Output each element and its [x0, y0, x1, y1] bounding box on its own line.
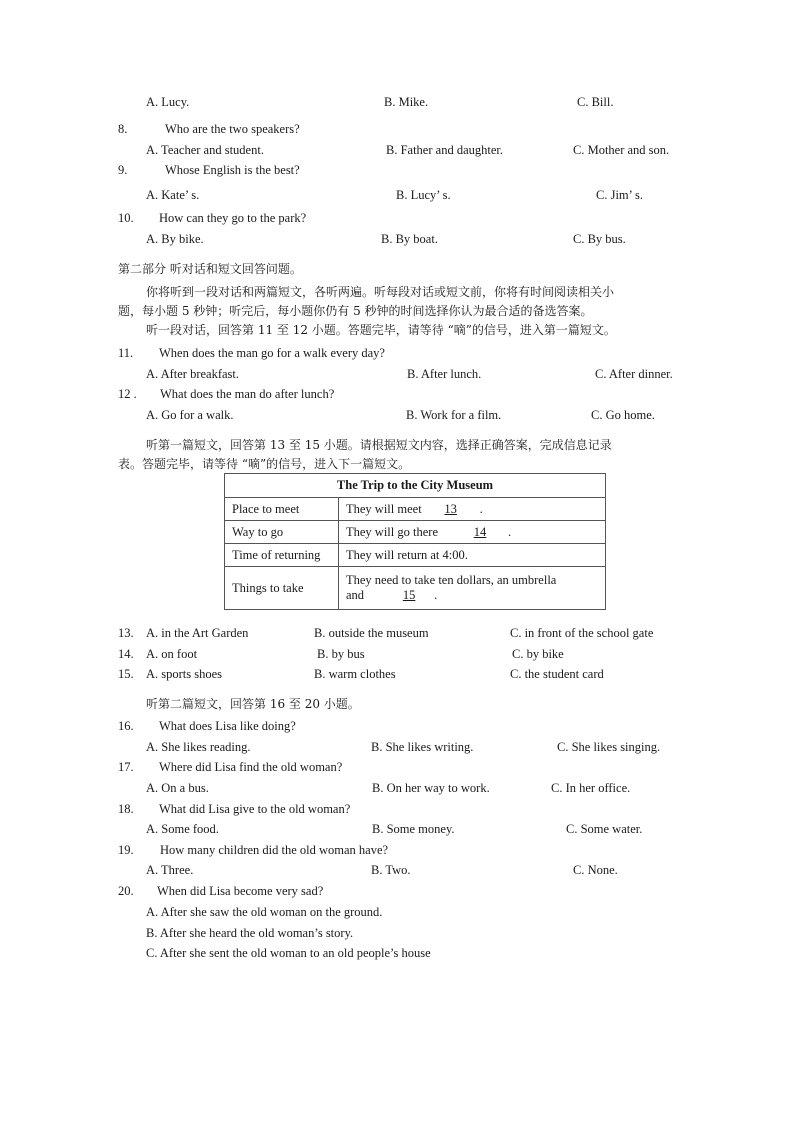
q14-number: 14. — [118, 647, 134, 661]
part2-heading: 第二部分 听对话和短文回答问题。 — [118, 262, 302, 276]
table-row-place — [225, 498, 606, 521]
q13-option-b: B. outside the museum — [314, 626, 429, 640]
q9-option-c: C. Jim’ s. — [596, 188, 643, 202]
text1-instruction-line1: 听第一篇短文，回答第 13 至 15 小题。请根据短文内容，选择正确答案，完成信息记录 — [146, 438, 612, 452]
q17-option-b: B. On her way to work. — [372, 781, 490, 795]
q7-option-a: A. Lucy. — [146, 95, 190, 109]
q10-text: How can they go to the park? — [159, 211, 307, 225]
q19-number: 19. — [118, 843, 134, 857]
q14-option-a: A. on foot — [146, 647, 198, 661]
answer-blank-15: 15 — [402, 588, 416, 602]
table-value-end: . — [479, 501, 483, 516]
q12-option-b: B. Work for a film. — [406, 408, 502, 422]
q8-option-c: C. Mother and son. — [573, 143, 670, 157]
table-value-way — [339, 521, 606, 544]
table-value-text: They need to take ten dollars, an umbrella — [346, 573, 557, 587]
q10-number: 10. — [118, 211, 134, 225]
q8-option-a: A. Teacher and student. — [146, 143, 264, 157]
table-key-time: Time of returning — [225, 544, 339, 567]
q10-option-c: C. By bus. — [573, 232, 626, 246]
q17-option-a: A. On a bus. — [146, 781, 209, 795]
q20-option-b: B. After she heard the old woman’s story. — [146, 926, 354, 940]
q10-option-b: B. By boat. — [381, 232, 438, 246]
table-value-time: They will return at 4:00. — [339, 544, 606, 567]
q14-option-b: B. by bus — [317, 647, 365, 661]
q12-number: 12 . — [118, 387, 137, 401]
table-value-text: They will meet — [346, 501, 422, 516]
q18-option-a: A. Some food. — [146, 822, 219, 836]
q7-option-b: B. Mike. — [384, 95, 429, 109]
q8-number: 8. — [118, 122, 128, 136]
table-row-time — [225, 544, 606, 567]
table-row-way — [225, 521, 606, 544]
text2-instruction: 听第二篇短文，回答第 16 至 20 小题。 — [146, 697, 360, 711]
q11-number: 11. — [118, 346, 134, 360]
table-key-things: Things to take — [225, 567, 339, 610]
q13-number: 13. — [118, 626, 134, 640]
q16-option-a: A. She likes reading. — [146, 740, 251, 754]
q20-text: When did Lisa become very sad? — [157, 884, 324, 898]
dialog-instruction: 听一段对话，回答第 11 至 12 小题。答题完毕，请等待 “嘀”的信号，进入第一篇短文。 — [146, 323, 616, 337]
q7-option-c: C. Bill. — [577, 95, 614, 109]
q15-option-a: A. sports shoes — [146, 667, 223, 681]
table-title: The Trip to the City Museum — [225, 474, 606, 498]
q11-option-c: C. After dinner. — [595, 367, 673, 381]
q17-number: 17. — [118, 760, 134, 774]
q15-number: 15. — [118, 667, 134, 681]
q16-text: What does Lisa like doing? — [159, 719, 296, 733]
table-row-things — [225, 567, 606, 610]
table-key-way: Way to go — [225, 521, 339, 544]
q13-option-c: C. in front of the school gate — [510, 626, 654, 640]
text1-instruction-line2: 表。答题完毕，请等待 “嘀”的信号，进入下一篇短文。 — [118, 457, 411, 471]
q11-option-b: B. After lunch. — [407, 367, 482, 381]
q9-number: 9. — [118, 163, 128, 177]
q8-text: Who are the two speakers? — [165, 122, 300, 136]
q9-option-b: B. Lucy’ s. — [396, 188, 451, 202]
q13-option-a: A. in the Art Garden — [146, 626, 249, 640]
part2-intro-line2: 题，每小题 5 秒钟；听完后，每小题你仍有 5 秒钟的时间选择你认为最合适的备选答案。 — [118, 304, 593, 318]
q10-option-a: A. By bike. — [146, 232, 204, 246]
q19-option-b: B. Two. — [371, 863, 411, 877]
q19-option-a: A. Three. — [146, 863, 194, 877]
q18-text: What did Lisa give to the old woman? — [159, 802, 351, 816]
q20-option-a: A. After she saw the old woman on the ground. — [146, 905, 383, 919]
q17-text: Where did Lisa find the old woman? — [159, 760, 343, 774]
table-value-place — [339, 498, 606, 521]
q12-option-c: C. Go home. — [591, 408, 655, 422]
q9-option-a: A. Kate’ s. — [146, 188, 200, 202]
q18-option-c: C. Some water. — [566, 822, 643, 836]
part2-intro-line1: 你将听到一段对话和两篇短文，各听两遍。听每段对话或短文前，你将有时间阅读相关小 — [146, 285, 615, 299]
q19-option-c: C. None. — [573, 863, 618, 877]
q18-number: 18. — [118, 802, 134, 816]
q11-text: When does the man go for a walk every day? — [159, 346, 385, 360]
q11-option-a: A. After breakfast. — [146, 367, 240, 381]
q16-option-b: B. She likes writing. — [371, 740, 474, 754]
q12-text: What does the man do after lunch? — [160, 387, 335, 401]
table-value-end: . — [508, 524, 512, 539]
table-value-text2: and — [346, 588, 365, 602]
q18-option-b: B. Some money. — [372, 822, 455, 836]
q20-option-c: C. After she sent the old woman to an old people’s house — [146, 946, 431, 960]
table-value-things — [339, 567, 606, 610]
q15-option-b: B. warm clothes — [314, 667, 396, 681]
q17-option-c: C. In her office. — [551, 781, 631, 795]
q12-option-a: A. Go for a walk. — [146, 408, 234, 422]
q9-text: Whose English is the best? — [165, 163, 300, 177]
table-value-end: . — [434, 588, 438, 602]
answer-blank-14: 14 — [473, 524, 487, 539]
answer-blank-13: 13 — [444, 501, 457, 516]
table-key-place: Place to meet — [225, 498, 339, 521]
q19-text: How many children did the old woman have? — [160, 843, 389, 857]
q16-option-c: C. She likes singing. — [557, 740, 661, 754]
q14-option-c: C. by bike — [512, 647, 564, 661]
q20-number: 20. — [118, 884, 134, 898]
table-value-text: They will go there — [346, 524, 438, 539]
q16-number: 16. — [118, 719, 134, 733]
q8-option-b: B. Father and daughter. — [386, 143, 503, 157]
info-record-table — [224, 473, 606, 610]
q15-option-c: C. the student card — [510, 667, 604, 681]
